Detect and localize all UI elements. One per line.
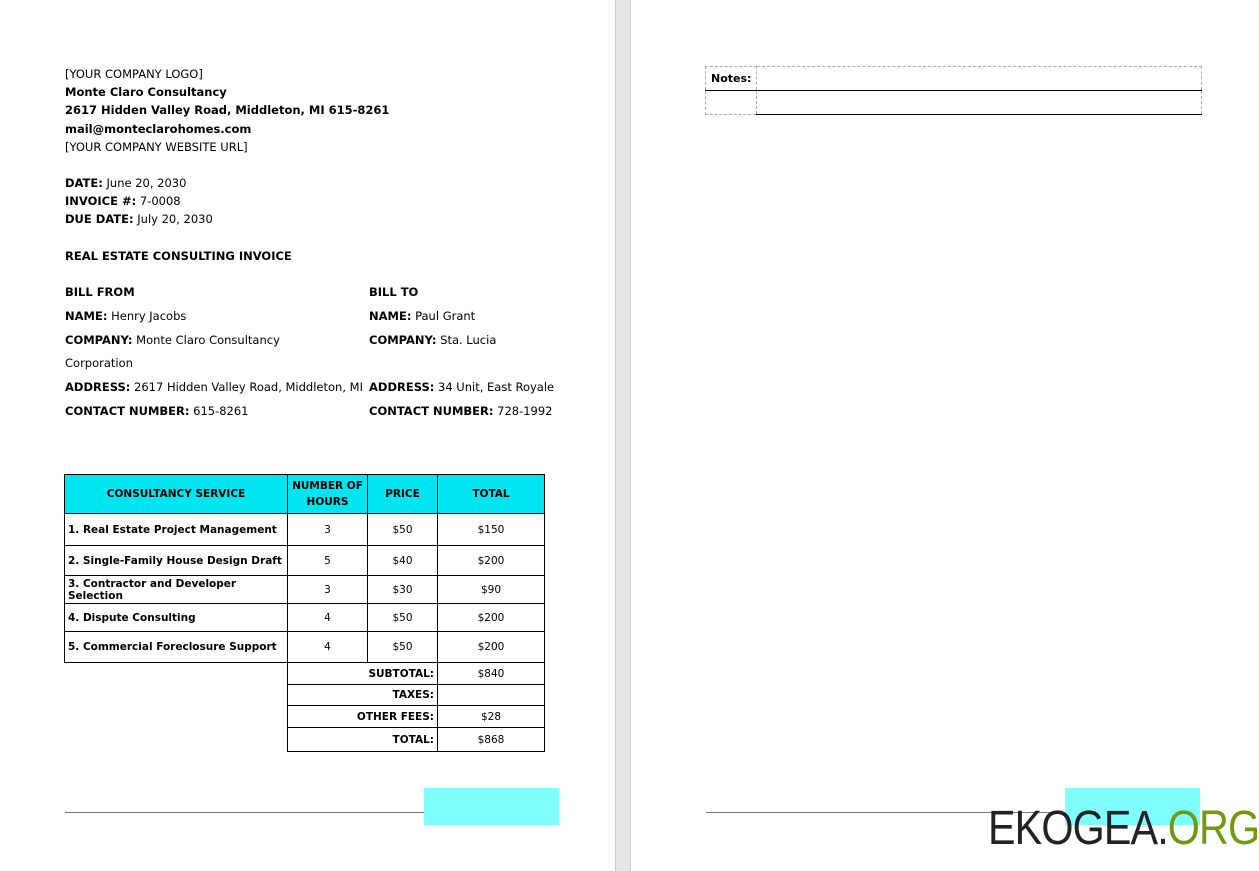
- bill-to-name-value: Paul Grant: [415, 309, 476, 323]
- other-fees-value: $28: [438, 706, 545, 728]
- table-row: [65, 546, 545, 576]
- notes-table: [705, 66, 1202, 115]
- taxes-row: [65, 685, 545, 706]
- bill-from-company-continued: Corporation: [65, 356, 133, 370]
- notes-field[interactable]: [757, 67, 1202, 91]
- bill-from-name-value: Henry Jacobs: [111, 309, 187, 323]
- watermark-logo: [988, 800, 1259, 858]
- table-row: [65, 604, 545, 632]
- bill-from-contact: [65, 402, 249, 420]
- bill-from-heading: BILL FROM: [65, 285, 135, 299]
- hours-cell: 3: [288, 514, 368, 546]
- taxes-label: TAXES:: [288, 685, 438, 706]
- notes-blank-cell: [706, 91, 757, 115]
- bill-to-company-value: Sta. Lucia: [440, 333, 497, 347]
- bill-to-name: [369, 307, 475, 325]
- page-gutter: [615, 0, 631, 871]
- bill-to-contact: [369, 402, 553, 420]
- bill-to-name-label: NAME:: [369, 309, 412, 323]
- bill-from-address-label: ADDRESS:: [65, 380, 131, 394]
- header-service: CONSULTANCY SERVICE: [65, 475, 288, 514]
- service-cell: 5. Commercial Foreclosure Support: [65, 632, 288, 663]
- due-date-label: DUE DATE:: [65, 212, 134, 226]
- bill-from-contact-value: 615-8261: [193, 404, 249, 418]
- service-cell: 4. Dispute Consulting: [65, 604, 288, 632]
- bill-from-contact-label: CONTACT NUMBER:: [65, 404, 190, 418]
- date-label: DATE:: [65, 176, 103, 190]
- invoice-number-value: 7-0008: [139, 194, 181, 208]
- bill-to-contact-value: 728-1992: [497, 404, 553, 418]
- hours-cell: 4: [288, 604, 368, 632]
- invoice-date: [65, 174, 186, 192]
- notes-label: Notes:: [706, 67, 757, 91]
- total-cell: $200: [438, 546, 545, 576]
- subtotal-row: [65, 663, 545, 685]
- total-cell: $200: [438, 632, 545, 663]
- hours-cell: 3: [288, 576, 368, 604]
- other-fees-label: OTHER FEES:: [288, 706, 438, 728]
- subtotal-value: $840: [438, 663, 545, 685]
- total-cell: $150: [438, 514, 545, 546]
- invoice-title: REAL ESTATE CONSULTING INVOICE: [65, 249, 292, 263]
- header-hours: NUMBER OF HOURS: [288, 475, 368, 514]
- table-row: [65, 514, 545, 546]
- due-date: [65, 210, 213, 228]
- notes-field-continued[interactable]: [757, 91, 1202, 115]
- bill-from-address: [65, 378, 363, 396]
- price-cell: $50: [368, 604, 438, 632]
- grand-total-label: TOTAL:: [288, 728, 438, 752]
- notes-row: [706, 91, 1202, 115]
- hours-cell: 4: [288, 632, 368, 663]
- due-date-value: July 20, 2030: [137, 212, 213, 226]
- total-cell: $90: [438, 576, 545, 604]
- bill-from-company-value: Monte Claro Consultancy: [136, 333, 280, 347]
- invoice-page-1: [0, 0, 615, 871]
- table-row: [65, 632, 545, 663]
- invoice-number-label: INVOICE #:: [65, 194, 137, 208]
- company-logo-placeholder: [YOUR COMPANY LOGO]: [65, 67, 203, 81]
- other-fees-row: [65, 706, 545, 728]
- watermark-text-main: EKOGEA.: [988, 802, 1168, 855]
- notes-row: [706, 67, 1202, 91]
- table-header-row: [65, 475, 545, 514]
- service-cell: 1. Real Estate Project Management: [65, 514, 288, 546]
- table-row: [65, 576, 545, 604]
- bill-from-address-value: 2617 Hidden Valley Road, Middleton, MI: [134, 380, 363, 394]
- watermark-text-org: ORG: [1167, 802, 1259, 855]
- total-cell: $200: [438, 604, 545, 632]
- price-cell: $50: [368, 514, 438, 546]
- company-address: 2617 Hidden Valley Road, Middleton, MI 615-8261: [65, 103, 390, 117]
- price-cell: $40: [368, 546, 438, 576]
- bill-to-company-label: COMPANY:: [369, 333, 437, 347]
- header-total: TOTAL: [438, 475, 545, 514]
- company-name: Monte Claro Consultancy: [65, 85, 227, 99]
- bill-from-name-label: NAME:: [65, 309, 108, 323]
- bill-to-address: [369, 378, 554, 396]
- invoice-number: [65, 192, 181, 210]
- price-cell: $50: [368, 632, 438, 663]
- subtotal-label: SUBTOTAL:: [288, 663, 438, 685]
- grand-total-value: $868: [438, 728, 545, 752]
- grand-total-row: [65, 728, 545, 752]
- services-table: [64, 474, 545, 752]
- company-website-placeholder: [YOUR COMPANY WEBSITE URL]: [65, 140, 248, 154]
- bill-to-address-value: 34 Unit, East Royale: [438, 380, 555, 394]
- bill-to-heading: BILL TO: [369, 285, 419, 299]
- date-value: June 20, 2030: [106, 176, 187, 190]
- bill-from-company-label: COMPANY:: [65, 333, 133, 347]
- bill-from-company: [65, 331, 280, 349]
- header-price: PRICE: [368, 475, 438, 514]
- service-cell: 2. Single-Family House Design Draft: [65, 546, 288, 576]
- company-email: mail@monteclarohomes.com: [65, 122, 252, 136]
- price-cell: $30: [368, 576, 438, 604]
- hours-cell: 5: [288, 546, 368, 576]
- bill-to-address-label: ADDRESS:: [369, 380, 435, 394]
- taxes-value: [438, 685, 545, 706]
- service-cell: 3. Contractor and Developer Selection: [65, 576, 288, 604]
- bill-to-contact-label: CONTACT NUMBER:: [369, 404, 494, 418]
- bill-to-company: [369, 331, 496, 349]
- bill-from-name: [65, 307, 186, 325]
- signature-highlight-box: [424, 788, 559, 825]
- invoice-page-2: [631, 0, 1247, 871]
